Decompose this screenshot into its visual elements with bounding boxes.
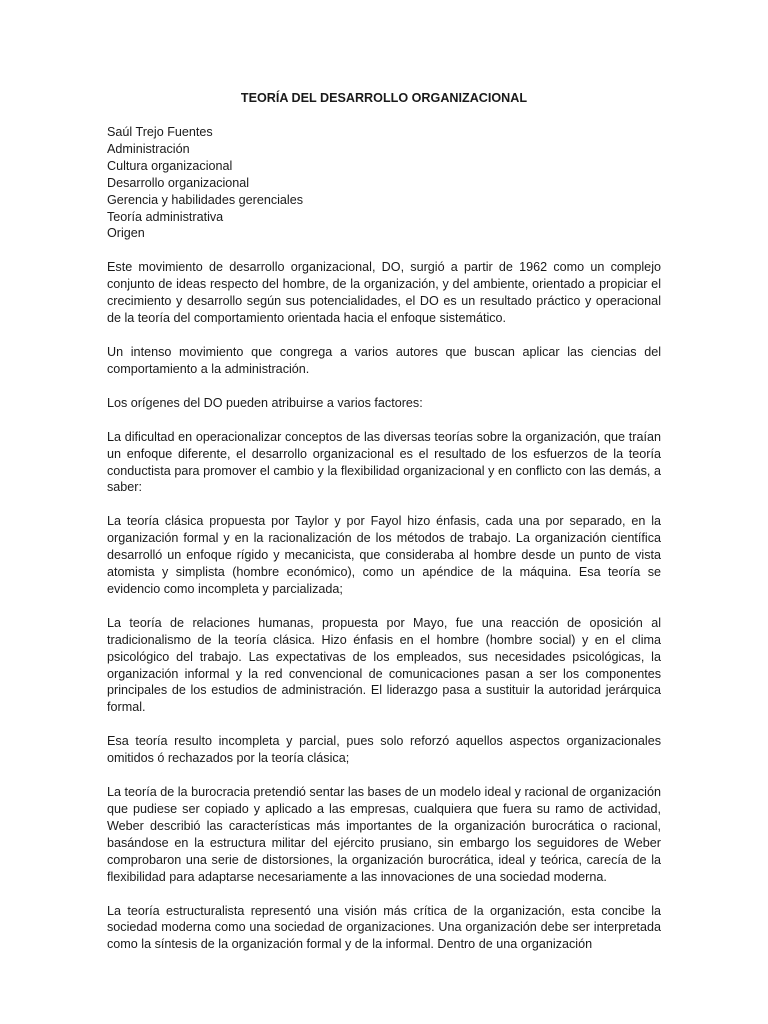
paragraph: La teoría de relaciones humanas, propuesta por Mayo, fue una reacción de oposición al tradicionalismo de la teoría clásica. Hizo énfasis en el hombre (hombre social) y en el clima psicológico del trabajo. Las expectativas de los empleados, sus necesidades psicológicas, la organización informal y la red convencional de comunicaciones pasan a ser los componentes principales de los estudios de administración. El liderazgo pasa a sustituir la autoridad jerárquica formal. — [107, 615, 661, 715]
paragraph: Este movimiento de desarrollo organizacional, DO, surgió a partir de 1962 como un complejo conjunto de ideas respecto del hombre, de la organización, y del ambiente, orientado a propiciar el crecimiento y desarrollo según sus potencialidades, el DO es un resultado práctico y operacional de la teoría del comportamiento orientada hacia el enfoque sistemático. — [107, 260, 661, 326]
tag-item: Administración — [107, 141, 190, 156]
tag-item: Desarrollo organizacional — [107, 175, 250, 190]
paragraph: Un intenso movimiento que congrega a varios autores que buscan aplicar las ciencias del comportamiento a la administración. — [107, 344, 661, 376]
paragraph: La teoría clásica propuesta por Taylor y por Fayol hizo énfasis, cada una por separado, en la organización formal y en la racionalización de los métodos de trabajo. La organización científica desarrolló un enfoque rígido y mecanicista, que consideraba al hombre desde un punto de vista atomista y simplista (hombre económico), como un apéndice de la máquina. Esa teoría se evidencio como incompleta y parcializada; — [107, 514, 661, 596]
tag-item: Cultura organizacional — [107, 158, 233, 173]
paragraph: La dificultad en operacionalizar conceptos de las diversas teorías sobre la organización, que traían un enfoque diferente, el desarrollo organizacional es el resultado de los esfuerzos de la teoría conductista para promover el cambio y la flexibilidad organizacional y en conflicto con las demás, a saber: — [107, 429, 661, 495]
tag-item: Origen — [107, 226, 145, 241]
paragraph: La teoría de la burocracia pretendió sentar las bases de un modelo ideal y racional de organización que pudiese ser copiado y aplicado a las empresas, cualquiera que fuera su ramo de actividad, Weber describió las características más importantes de la organización burocrática o racional, basándose en la estructura militar del ejército prusiano, sin embargo los seguidores de Weber comprobaron una serie de distorsiones, la organización burocrática, ideal y teórica, carecía de la flexibilidad para adaptarse necesariamente a las innovaciones de una sociedad moderna. — [107, 785, 661, 884]
paragraph: Los orígenes del DO pueden atribuirse a varios factores: — [107, 395, 423, 410]
author-name: Saúl Trejo Fuentes — [107, 125, 213, 139]
paragraph: La teoría estructuralista representó una visión más crítica de la organización, esta concibe la sociedad moderna como una sociedad de organizaciones. Una organización debe ser interpretada como la síntesis de la organización formal y de la informal. Dentro de una organización — [107, 903, 661, 952]
document-body — [107, 90, 661, 970]
document-title: TEORÍA DEL DESARROLLO ORGANIZACIONAL — [240, 91, 528, 105]
paragraph: Esa teoría resulto incompleta y parcial, pues solo reforzó aquellos aspectos organizacionales omitidos ó rechazados por la teoría clásica; — [107, 734, 661, 766]
tag-item: Gerencia y habilidades gerenciales — [107, 192, 304, 207]
tag-item: Teoría administrativa — [107, 209, 224, 224]
document-meta — [107, 124, 661, 242]
